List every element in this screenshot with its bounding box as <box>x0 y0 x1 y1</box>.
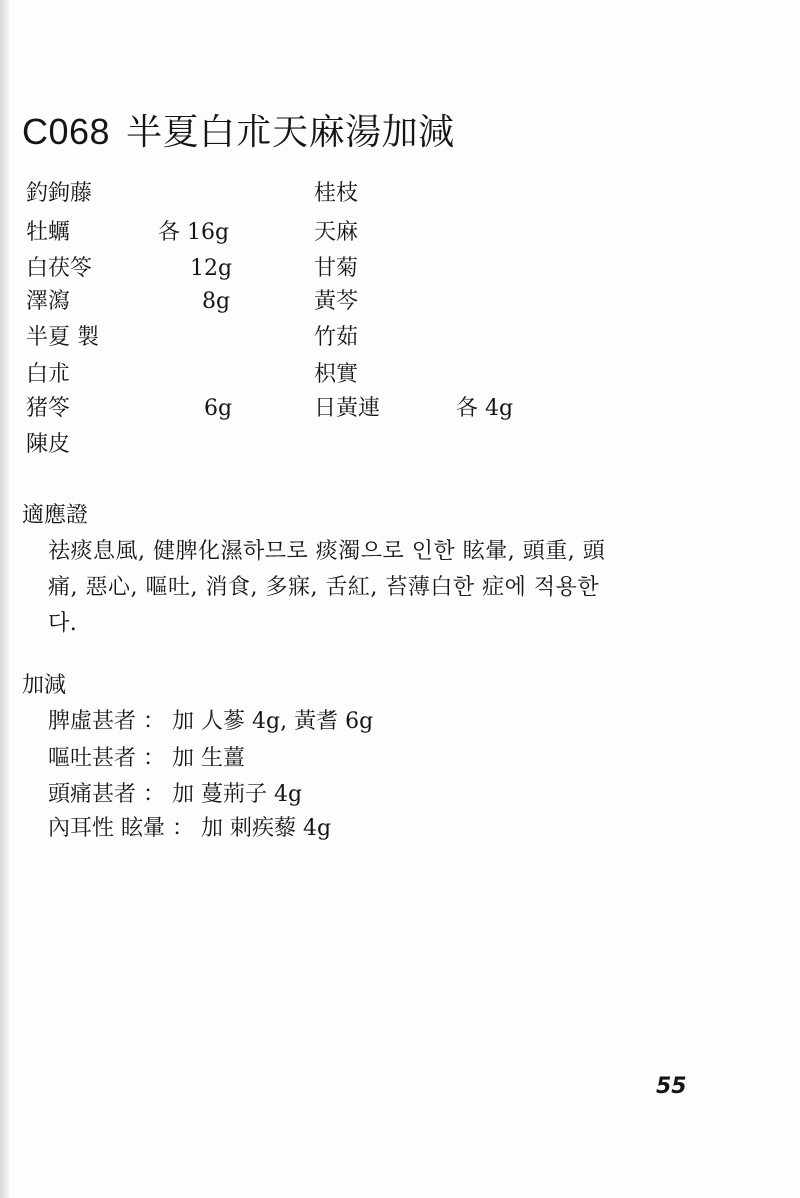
modification-item <box>48 708 373 736</box>
modification-separator: ： <box>172 816 195 841</box>
page-spine-shadow <box>0 0 9 1198</box>
indication-text <box>48 534 698 642</box>
herb-dose: 各 16g <box>158 220 230 245</box>
modification-condition: 頭痛甚者 <box>48 782 137 807</box>
herb-name: 黃芩 <box>314 289 359 314</box>
modification-item <box>48 781 302 809</box>
page-number: 55 <box>656 1074 687 1099</box>
modification-separator: ： <box>143 746 166 771</box>
herb-name: 甘菊 <box>314 256 359 281</box>
modification-item <box>48 745 245 773</box>
herb-dose: 8g <box>202 289 231 314</box>
herb-name: 枳實 <box>314 362 359 387</box>
modification-heading: 加減 <box>22 673 67 698</box>
herb-name: 猪笭 <box>26 396 71 421</box>
herb-name: 竹茹 <box>314 325 359 350</box>
prescription-code: C068 <box>22 111 111 152</box>
modification-condition: 內耳性 眩暈 <box>48 816 165 841</box>
modification-text: 加 蔓荊子 4g <box>172 782 303 807</box>
herb-name: 日黃連 <box>314 396 381 421</box>
indication-line: 痛, 惡心, 嘔吐, 消食, 多寐, 舌紅, 苔薄白한 症에 적용한 <box>48 575 600 600</box>
modification-text: 加 生薑 <box>172 746 246 771</box>
herb-name: 釣鉤藤 <box>26 181 93 206</box>
prescription-name: 半夏白朮天麻湯加減 <box>126 112 455 153</box>
herb-dose: 12g <box>190 256 233 281</box>
modification-text: 加 刺疾藜 4g <box>201 816 332 841</box>
herb-name: 澤瀉 <box>26 289 71 314</box>
prescription-title <box>22 108 455 157</box>
herb-name: 白朮 <box>26 362 71 387</box>
modification-condition: 脾虛甚者 <box>48 709 137 734</box>
indication-line: 다. <box>48 611 78 636</box>
herb-name: 陳皮 <box>26 432 71 457</box>
herb-name: 桂枝 <box>314 181 359 206</box>
modification-condition: 嘔吐甚者 <box>48 746 137 771</box>
modification-text: 加 人蔘 4g, 黃耆 6g <box>172 709 374 734</box>
herb-name: 半夏 製 <box>26 325 99 350</box>
herb-name: 牡蠣 <box>26 220 71 245</box>
herb-dose: 各 4g <box>456 396 514 421</box>
indication-line: 祛痰息風, 健脾化濕하므로 痰濁으로 인한 眩暈, 頭重, 頭 <box>48 539 606 564</box>
modification-separator: ： <box>143 709 166 734</box>
herb-name: 天麻 <box>314 220 359 245</box>
indication-heading: 適應證 <box>22 503 89 528</box>
modification-separator: ： <box>143 782 166 807</box>
herb-name: 白茯笭 <box>26 256 93 281</box>
herb-dose: 6g <box>204 396 233 421</box>
modification-item <box>48 815 331 843</box>
